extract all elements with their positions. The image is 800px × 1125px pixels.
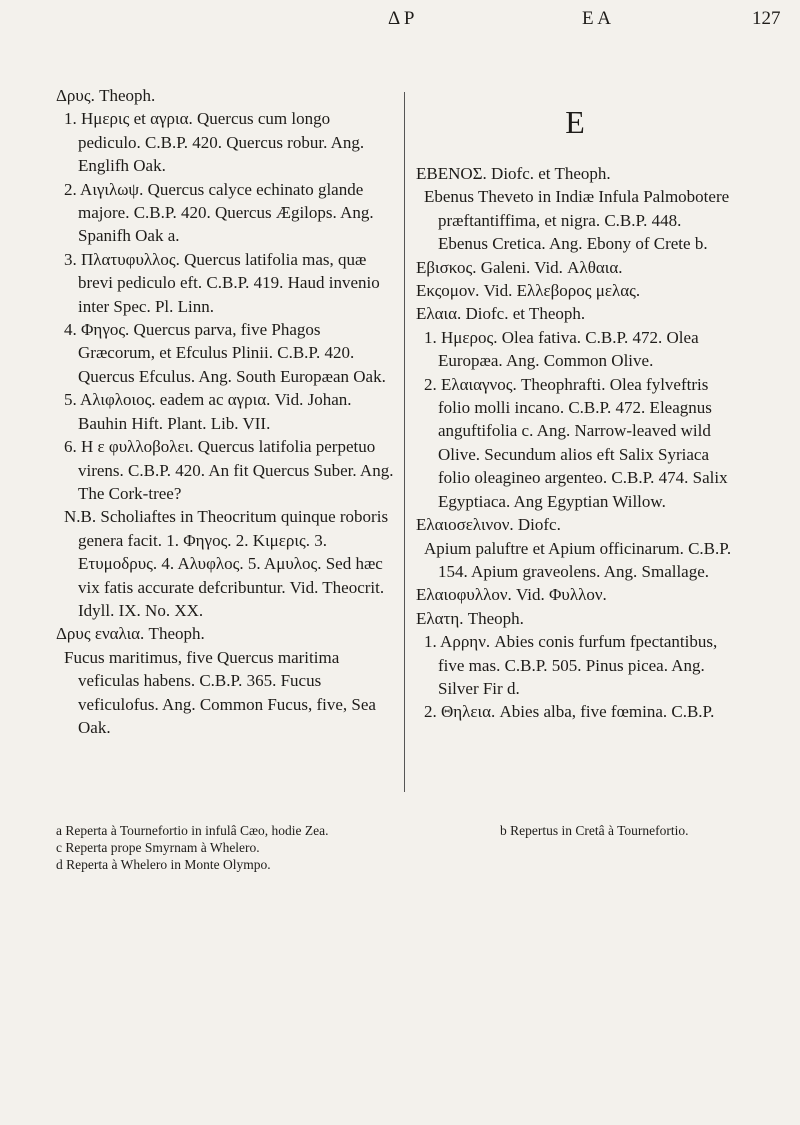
header-right: Ε Α [582,8,612,29]
entry-heading: Ελαιοσελινον. Diofc. [416,515,561,535]
entry-note: N.B. Scholiaftes in Theocritum quinque roboris genera facit. 1. Φηγος. 2. Κιμερις. 3. Ετυμοδρυς. 4. Αλυφλος. 5. Αμυλος. Sed hæc vix fatis accurate defcribuntur. Vid. Theocrit. Idyll. IX. No. XX. [64,507,389,620]
entry-heading: ΕΒΕΝΟΣ. Diofc. et Theoph. [416,164,611,183]
entry-heading: Δρυς. Theoph. [56,86,156,105]
entry: Apium paluftre et Apium officinarum. C.B.P. 154. Apium graveolens. Ang. Smallage. [424,538,732,581]
entry: Fucus maritimus, five Quercus maritima veficulas habens. C.B.P. 365. Fucus veficulofus. Ang. Common Fucus, five, Sea Oak. [64,647,376,737]
header-left: Δ Ρ [388,8,415,29]
column-divider [404,92,405,792]
entry: 2. Ελαιαγνος. Theophrafti. Olea fylveftris folio molli incano. C.B.P. 472. Eleagnus anguftifolia c. Ang. Narrow-leaved wild Olive. Secundum alios eft Salix Syriaca folio oleagineo argenteo. C.B.P. 474. Salix Egyptiaca. Ang Egyptian Willow. [424,374,728,511]
entry: 5. Αλιφλοιος. eadem ac αγρια. Vid. Johan. Bauhin Hift. Plant. Lib. VII. [64,390,352,433]
entry-heading: Εβισκος. Galeni. Vid. Αλθαια. [416,257,623,277]
footnote-row [56,822,786,839]
entry: 6. Η ε φυλλοβολει. Quercus latifolia perpetuo virens. C.B.P. 420. An fit Quercus Suber. Ang. The Cork-tree? [64,437,394,503]
entry-heading: Δρυς εναλια. Theoph. [56,624,205,644]
entry: 3. Πλατυφυλλος. Quercus latifolia mas, quæ brevi pediculo eft. C.B.P. 419. Haud invenio inter Spec. Pl. Linn. [64,249,380,316]
entry: 1. Ημερος. Olea fativa. C.B.P. 472. Olea Europæa. Ang. Common Olive. [424,327,699,371]
entry: 2. Αιγιλωψ. Quercus calyce echinato glande majore. C.B.P. 420. Quercus Ægilops. Ang. Spanifh Oak a. [64,179,374,246]
left-column [56,84,394,739]
running-header [0,8,800,38]
page-number: 127 [752,8,781,29]
footnote-a: a Reperta à Tournefortio in infulâ Cæo, hodie Zea. [56,823,329,838]
entry: 1. Αρρην. Abies conis furfum fpectantibus, five mas. C.B.P. 505. Pinus picea. Ang. Silver Fir d. [424,632,718,698]
section-letter: E [565,104,585,140]
entry-heading: Ελαια. Diofc. et Theoph. [416,304,586,324]
right-column [416,84,734,724]
entry: 4. Φηγος. Quercus parva, five Phagos Græcorum, et Efculus Plinii. C.B.P. 420. Quercus Efculus. Ang. South Europæan Oak. [64,320,386,386]
footnote-c: c Reperta prope Smyrnam à Whelero. [56,840,260,855]
footnote-b: b Repertus in Cretâ à Tournefortio. [500,823,689,838]
entry-heading: Εκςομον. Vid. Ελλεβορος μελας. [416,281,641,301]
footnotes [56,822,786,873]
entry: Ebenus Theveto in Indiæ Infula Palmobotere præftantiffima, et nigra. C.B.P. 448. Ebenus Cretica. Ang. Ebony of Crete b. [424,187,730,254]
entry-heading: Ελαιοφυλλον. Vid. Φυλλον. [416,585,607,605]
entry: 2. Θηλεια. Abies alba, five fœmina. C.B.P. [424,702,715,722]
entry: 1. Ημερις et αγρια. Quercus cum longo pediculo. C.B.P. 420. Quercus robur. Ang. Englifh Oak. [64,109,365,176]
footnote-d: d Reperta à Whelero in Monte Olympo. [56,857,271,872]
entry-heading: Ελατη. Theoph. [416,608,524,628]
